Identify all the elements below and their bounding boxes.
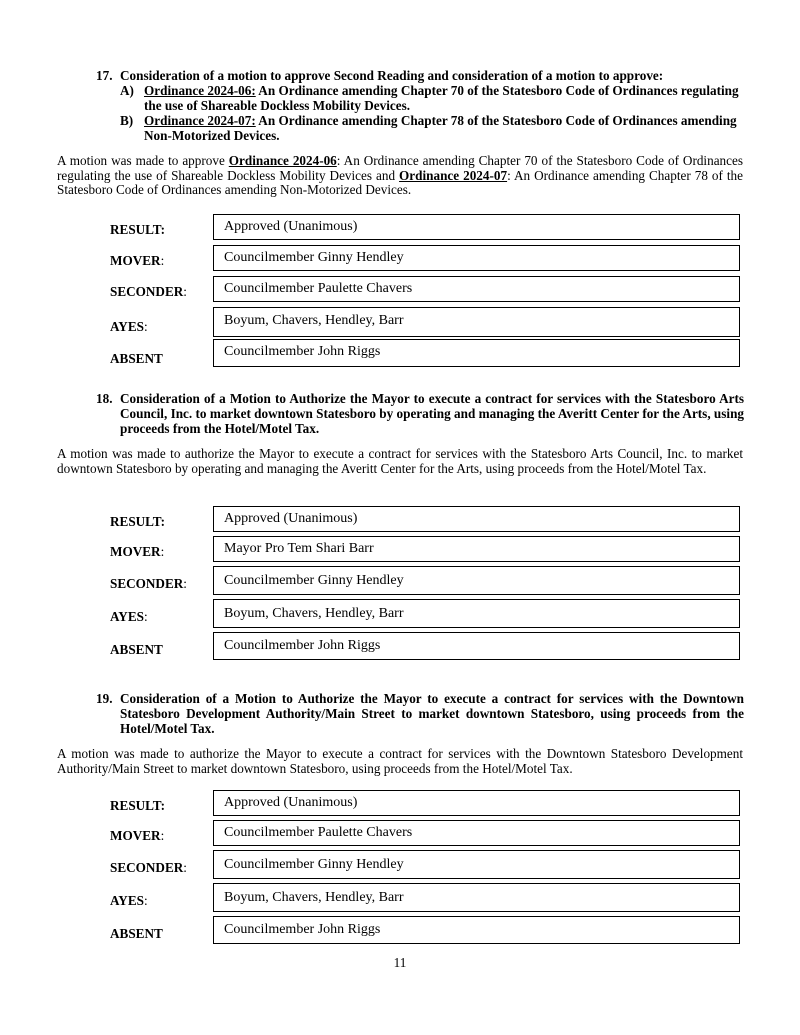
vote-label: SECONDER [110, 284, 184, 299]
vote-label: MOVER [110, 253, 161, 268]
item-heading: Consideration of a Motion to Authorize the Mayor to execute a contract for services with the Statesboro Arts Council, Inc. to market downtown Statesboro by operating and managing the Averitt Center for the Arts, using proceeds from the Hotel/Motel Tax. [120, 391, 744, 436]
vote-row-seconder: SECONDER: Councilmember Ginny Hendley [110, 566, 742, 599]
vote-label: ABSENT [110, 351, 163, 366]
subitem-b [96, 113, 744, 143]
agenda-item-17 [96, 68, 744, 143]
vote-label: MOVER [110, 828, 161, 843]
vote-table-19 [110, 790, 742, 947]
vote-value: Approved (Unanimous) [213, 214, 740, 240]
vote-value: Approved (Unanimous) [213, 506, 740, 532]
vote-table-18 [110, 506, 742, 663]
vote-row-ayes: AYES: Boyum, Chavers, Hendley, Barr [110, 599, 742, 632]
vote-value: Councilmember Paulette Chavers [213, 276, 740, 302]
vote-value: Councilmember Ginny Hendley [213, 245, 740, 271]
vote-row-mover: MOVER: Councilmember Ginny Hendley [110, 245, 742, 276]
vote-row-seconder: SECONDER: Councilmember Ginny Hendley [110, 850, 742, 883]
vote-value: Boyum, Chavers, Hendley, Barr [213, 307, 740, 337]
vote-label: RESULT: [110, 222, 165, 237]
subitem-text: An Ordinance amending Chapter 70 of the Statesboro Code of Ordinances regulating the use of Shareable Dockless Mobility Devices. [144, 83, 739, 113]
vote-value: Councilmember John Riggs [213, 916, 740, 944]
vote-label: AYES [110, 609, 144, 624]
motion-text-17: A motion was made to approve Ordinance 2024-06: An Ordinance amending Chapter 70 of the Statesboro Code of Ordinances regulating the use of Shareable Dockless Mobility Devices and Ordinance 2024-07: An Ordinance amending Chapter 78 of the Statesboro Code of Ordinances amending Non-Motorized Devices. [57, 153, 743, 198]
vote-row-absent [110, 916, 742, 947]
vote-row-seconder: SECONDER: Councilmember Paulette Chavers [110, 276, 742, 307]
vote-value: Mayor Pro Tem Shari Barr [213, 536, 740, 562]
ordinance-ref: Ordinance 2024-07 [399, 167, 508, 183]
vote-label: AYES [110, 893, 144, 908]
vote-value: Boyum, Chavers, Hendley, Barr [213, 599, 740, 628]
vote-label: AYES [110, 319, 144, 334]
item-number: 18. [96, 391, 113, 406]
vote-row-result [110, 506, 742, 536]
motion-text-18: A motion was made to authorize the Mayor to execute a contract for services with the Statesboro Arts Council, Inc. to market downtown Statesboro by operating and managing the Averitt Center for the Arts, using proceeds from the Hotel/Motel Tax. [57, 446, 743, 476]
vote-row-result [110, 790, 742, 820]
vote-value: Councilmember Ginny Hendley [213, 850, 740, 879]
vote-value: Councilmember Paulette Chavers [213, 820, 740, 846]
item-number: 19. [96, 691, 113, 706]
vote-row-ayes: AYES: Boyum, Chavers, Hendley, Barr [110, 307, 742, 341]
vote-value: Councilmember John Riggs [213, 632, 740, 660]
subitem-label: A) [120, 83, 134, 98]
subitem-text: An Ordinance amending Chapter 78 of the Statesboro Code of Ordinances amending Non-Motorized Devices. [144, 113, 737, 143]
vote-row-absent [110, 341, 742, 372]
agenda-item-18 [96, 391, 744, 436]
ordinance-ref: Ordinance 2024-06 [228, 153, 337, 168]
vote-value: Approved (Unanimous) [213, 790, 740, 816]
vote-label: SECONDER [110, 576, 184, 591]
item-heading: Consideration of a Motion to Authorize the Mayor to execute a contract for services with the Downtown Statesboro Development Authority/Main Street to market downtown Statesboro, using proceeds from the Hotel/Motel Tax. [120, 691, 744, 736]
subitem-label: B) [120, 113, 134, 128]
agenda-item-19 [96, 691, 744, 736]
vote-row-result [110, 214, 742, 245]
vote-value: Councilmember Ginny Hendley [213, 566, 740, 595]
vote-label: SECONDER [110, 860, 184, 875]
vote-row-mover: MOVER: Mayor Pro Tem Shari Barr [110, 536, 742, 566]
motion-text-19: A motion was made to authorize the Mayor to execute a contract for services with the Downtown Statesboro Development Authority/Main Street to market downtown Statesboro, using proceeds from the Hotel/Motel Tax. [57, 746, 743, 776]
vote-row-mover: MOVER: Councilmember Paulette Chavers [110, 820, 742, 850]
item-heading: Consideration of a motion to approve Second Reading and consideration of a motion to approve: [120, 68, 664, 83]
ordinance-number: Ordinance 2024-07: [144, 113, 256, 128]
page-number: 11 [393, 955, 407, 970]
vote-value: Councilmember John Riggs [213, 339, 740, 367]
item-number: 17. [96, 68, 113, 83]
vote-row-ayes: AYES: Boyum, Chavers, Hendley, Barr [110, 883, 742, 916]
vote-label: MOVER [110, 544, 161, 559]
subitem-a [96, 83, 744, 113]
vote-label: ABSENT [110, 926, 163, 941]
vote-table-17 [110, 214, 742, 372]
vote-label: ABSENT [110, 642, 163, 657]
vote-row-absent [110, 632, 742, 663]
vote-value: Boyum, Chavers, Hendley, Barr [213, 883, 740, 912]
vote-label: RESULT: [110, 798, 165, 813]
vote-label: RESULT: [110, 514, 165, 529]
ordinance-number: Ordinance 2024-06: [144, 83, 256, 98]
